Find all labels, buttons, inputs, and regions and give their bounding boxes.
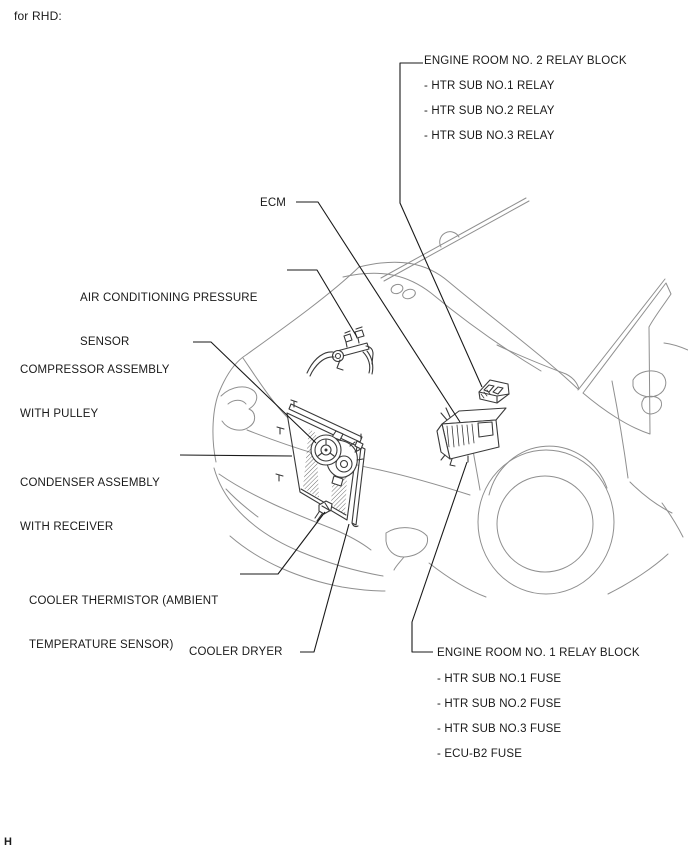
- sensor-valve-cap: [344, 334, 352, 342]
- fog-lamp-tail: [394, 557, 404, 570]
- wiper-pivot: [401, 288, 416, 301]
- callout-cooler-dryer-label: COOLER DRYER: [189, 646, 283, 658]
- callout-line: CONDENSER ASSEMBLY: [20, 477, 160, 489]
- wiper-pivot: [390, 283, 404, 295]
- rocker-right: [608, 554, 668, 594]
- callout-line: COMPRESSOR ASSEMBLY: [20, 364, 170, 376]
- callout-engine-room-no1-item: - HTR SUB NO.1 FUSE: [437, 673, 562, 685]
- callout-engine-room-no1-item: - ECU-B2 FUSE: [437, 748, 523, 760]
- footer-page-marker: H: [4, 836, 13, 848]
- callout-compressor-label: [20, 334, 170, 436]
- callout-line: TEMPERATURE SENSOR): [29, 638, 174, 651]
- ecm-front-face: [442, 420, 499, 459]
- callout-ecm-label: ECM: [260, 197, 287, 209]
- headlight-outline: [221, 387, 257, 430]
- rocker-right-edge: [662, 503, 683, 537]
- car-body-outline: [213, 198, 688, 597]
- leader-ac-pressure-sensor: [287, 270, 357, 337]
- fog-lamp-recess: [386, 528, 428, 557]
- callout-engine-room-no1-item: - HTR SUB NO.3 FUSE: [437, 723, 562, 735]
- mirror-base: [642, 396, 662, 414]
- a-pillar: [578, 279, 665, 390]
- beltline-right: [664, 343, 688, 350]
- callout-line: WITH RECEIVER: [20, 520, 114, 533]
- wheel-arch-lip: [489, 446, 607, 495]
- leader-engine-room-no1: [412, 462, 467, 652]
- callout-engine-room-no1-item: - HTR SUB NO.2 FUSE: [437, 698, 562, 710]
- callout-line: WITH PULLEY: [20, 407, 99, 420]
- relay-block-no2-drawing: [479, 380, 509, 403]
- ecm-drawing: [437, 408, 506, 466]
- sensor-right-tube: [363, 351, 373, 374]
- callout-engine-room-no1-label: ENGINE ROOM NO. 1 RELAY BLOCK: [437, 647, 640, 659]
- cowl-line: [359, 262, 578, 389]
- leader-cooler-dryer: [300, 524, 349, 652]
- leader-condenser: [180, 455, 292, 456]
- roof-line: [384, 201, 529, 281]
- ecm-bracket-top: [441, 408, 450, 420]
- tire: [497, 476, 593, 572]
- callout-line: SENSOR: [80, 335, 130, 348]
- orientation-note: for RHD:: [14, 9, 62, 23]
- sensor-cylinder: [333, 351, 344, 362]
- rocker-left: [429, 563, 486, 597]
- door-seam: [612, 381, 628, 478]
- callout-engine-room-no2-item: - HTR SUB NO.3 RELAY: [424, 130, 555, 142]
- callout-engine-room-no2-label: ENGINE ROOM NO. 2 RELAY BLOCK: [424, 55, 627, 67]
- callout-line: COOLER THERMISTOR (AMBIENT: [29, 595, 219, 607]
- callout-engine-room-no2-item: - HTR SUB NO.1 RELAY: [424, 80, 555, 92]
- headlight-inner: [228, 400, 246, 404]
- mount-pin: [276, 474, 283, 481]
- callout-line: AIR CONDITIONING PRESSURE: [80, 292, 258, 304]
- pressure-sensor-drawing: [307, 327, 373, 376]
- bumper-lower-edge: [230, 536, 385, 591]
- bumper-inner-crease: [226, 489, 258, 517]
- pulley-center: [325, 449, 328, 452]
- callout-engine-room-no2-item: - HTR SUB NO.2 RELAY: [424, 105, 555, 117]
- sensor-left-tubes: [307, 352, 334, 376]
- thermistor-drawing: [315, 501, 332, 521]
- callout-condenser-label: [20, 447, 160, 549]
- leader-ecm: [296, 202, 460, 422]
- mount-pin: [277, 427, 284, 434]
- receiver-top-fitting: [355, 441, 363, 449]
